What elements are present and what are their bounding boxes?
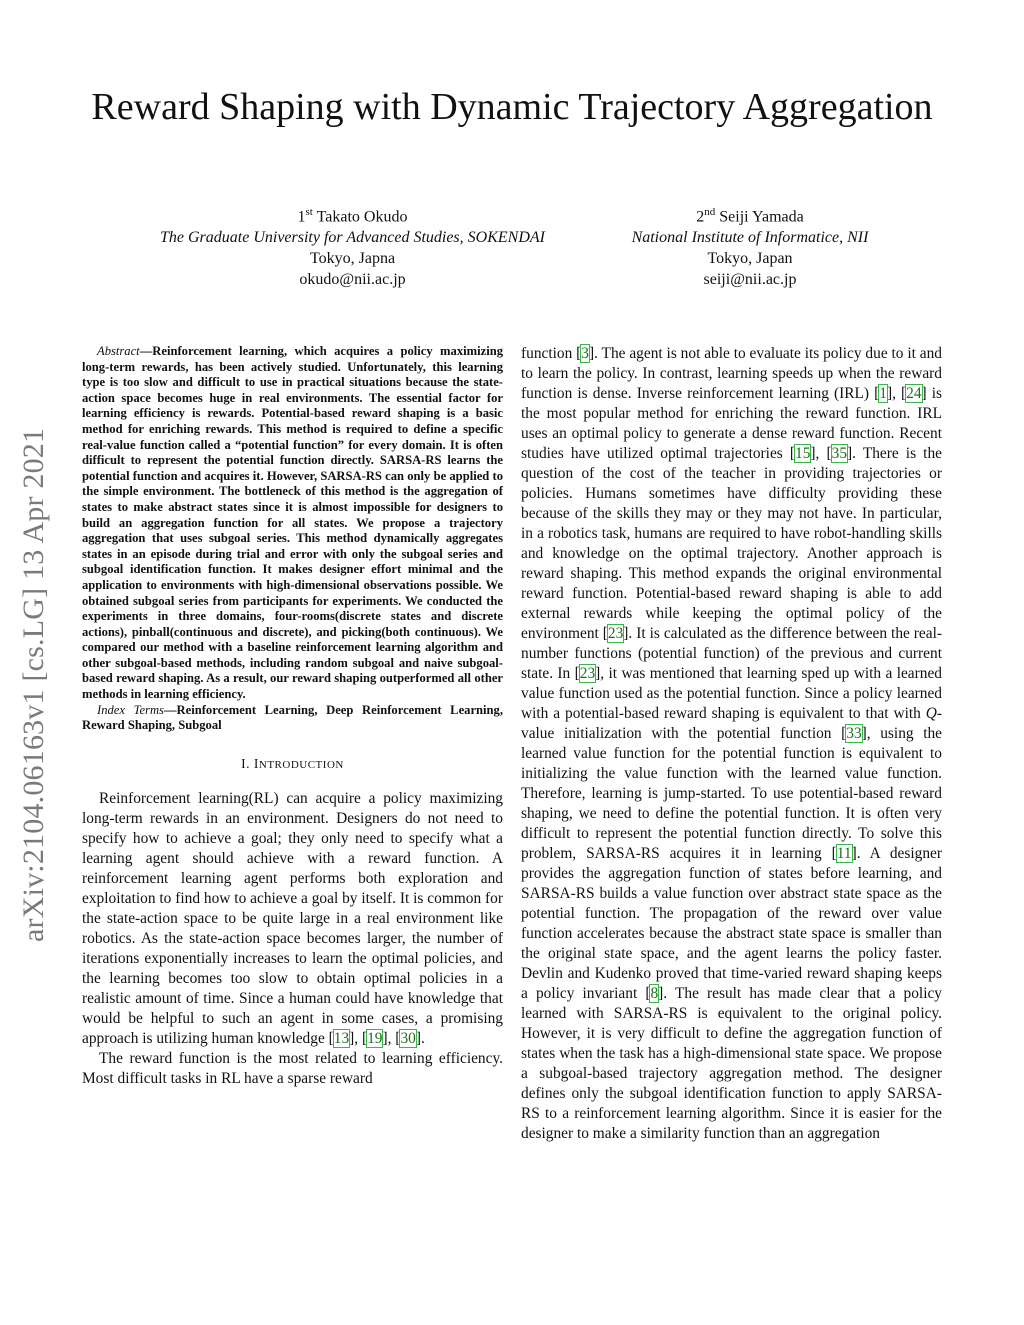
citation-link[interactable]: 33 (846, 725, 862, 742)
arxiv-identifier: arXiv:2104.06163v1 [cs.LG] 13 Apr 2021 (17, 427, 50, 942)
author-name: 2nd Seiji Yamada (696, 206, 804, 226)
author-email: seiji@nii.ac.jp (703, 271, 797, 289)
math-symbol-q: Q (925, 705, 937, 722)
citation-link[interactable]: 19 (367, 1029, 383, 1047)
index-terms-lead: Index Terms (97, 702, 164, 717)
abstract-text: —Reinforcement learning, which acquires a policy maximizing long-term rewards, has been actively studied. Unfortunately, this learning type is too slow and difficult to use in practical situations because the state-action space becomes huge in real environments. The essential factor for learning efficiency is rewards. Potential-based reward shaping is a basic method for enriching rewards. This method is required to define a specific real-value function called a “potential function” for every domain. It is often difficult to represent the potential function directly. SARSA-RS learns the potential function and acquires it. However, SARSA-RS can only be applied to the simple environment. The bottleneck of this method is the aggregation of states to make abstract states since it is almost impossible for designers to build an aggregation function for all states. We propose a trajectory aggregation that uses subgoal series. This method dynamically aggregates states in an episode during trial and error with only the subgoal series and subgoal identification function. It makes designer effort minimal and the application to environments with high-dimensional observations possible. We obtained subgoal series from participants for experiments. We conducted the experiments in three domains, four-rooms(discrete states and discrete actions), pinball(continuous and discrete), and picking(both continuous). We compared our method with a baseline reinforcement learning algorithm and other subgoal-based methods, including random subgoal and naive subgoal-based reward shaping. As a result, our reward shaping outperformed all other methods in learning efficiency. (82, 344, 503, 702)
author-affiliation: The Graduate University for Advanced Studies, SOKENDAI (160, 229, 545, 247)
citation-link[interactable]: 15 (795, 445, 811, 462)
citation-link[interactable]: 35 (831, 445, 848, 462)
intro-paragraph-2: The reward function is the most related to learning efficiency. Most difficult tasks in RL have a sparse reward (82, 1049, 503, 1087)
citation-link[interactable]: 3 (581, 345, 589, 362)
section-heading-introduction: I. INTRODUCTION (241, 755, 344, 771)
intro-paragraph-2-continued: function [3]. The agent is not able to evaluate its policy due to it and to learn the policy. In contrast, learning speeds up when the reward function is dense. Inverse reinforcement learning (IRL) [1], [24] is the most popular method for enriching the reward function. IRL uses an optimal policy to generate a dense reward function. Recent studies have utilized optimal trajectories [15], [35]. There is the question of the cost of the teacher in providing trajectories or policies. Humans sometimes have difficulty providing these because of the skills they may or they may not have. In particular, in a robotics task, humans are required to have robot-handling skills and knowledge on the optimal trajectory. Another approach is reward shaping. This method expands the original environmental reward function. Potential-based reward shaping is able to add external rewards while keeping the optimal policy of the environment [23]. It is calculated as the difference between the real-number functions (potential function) of the previous and current state. In [23], it was mentioned that learning sped up with a learned value function used as the potential function. Since a policy learned with a potential-based reward shaping is equivalent to that with Q-value initialization with the potential function [33], using the learned value function for the potential function is equivalent to initializing the value function with the learned value function. Therefore, learning is jump-started. To use potential-based reward shaping, we need to define the potential function. It is often very difficult to represent the potential function directly. To solve this problem, SARSA-RS acquires it in learning [11]. A designer provides the aggregation function of states before learning, and SARSA-RS builds a value function over abstract state space as the potential function. The propagation of the reward over value function accelerates because the abstract state space is smaller than the original state space, and the agent learns the policy faster. Devlin and Kudenko proved that time-varied reward shaping keeps a policy invariant [8]. The result has made clear that a policy learned with SARSA-RS is equivalent to the original policy. However, it is very difficult to define the aggregation function of states when the task has a high-dimensional state space. We propose a subgoal-based trajectory aggregation method. The designer defines only the subgoal identification function to apply SARSA-RS to a reinforcement learning algorithm. Since it is easier for the designer to make a similarity function than an aggregation (521, 345, 942, 1142)
citation-link[interactable]: 8 (650, 985, 659, 1002)
author-location: Tokyo, Japna (309, 250, 396, 268)
citation-link[interactable]: 23 (607, 625, 624, 642)
citation-link[interactable]: 23 (579, 665, 596, 682)
author-email: okudo@nii.ac.jp (299, 271, 406, 289)
author-name: 1st Takato Okudo (297, 206, 408, 226)
left-column (82, 344, 503, 1089)
abstract (82, 344, 503, 703)
author-block-2 (600, 202, 900, 290)
index-terms-text: —Reinforcement Learning, Deep Reinforcement Learning, Reward Shaping, Subgoal (82, 702, 503, 733)
index-terms (82, 703, 503, 734)
abstract-lead: Abstract (97, 344, 140, 358)
citation-link[interactable]: 30 (400, 1029, 416, 1047)
author-block-1 (140, 202, 565, 290)
intro-paragraph-1: Reinforcement learning(RL) can acquire a policy maximizing long-term rewards in an environment. Designers do not need to specify how to achieve a goal; they only need to specify what a learning agent should achieve with a reward function. A reinforcement learning agent performs both exploration and exploitation to find how to achieve a goal by itself. It is common for the state-action space to be quite large in a real environment like robotics. As the state-action space becomes larger, the number of iterations exponentially increases to learn the optimal policies, and the learning becomes too slow to obtain optimal policies in a realistic amount of time. Since a human could have knowledge that would be helpful to such an agent in some cases, a promising approach is utilizing human knowledge [13], [19], [30]. (82, 789, 503, 1047)
paper-title: Reward Shaping with Dynamic Trajectory Aggregation (91, 86, 933, 128)
citation-link[interactable]: 11 (836, 845, 852, 862)
author-location: Tokyo, Japan (707, 250, 793, 268)
author-affiliation: National Institute of Informatice, NII (631, 229, 869, 247)
citation-link[interactable]: 24 (906, 385, 922, 402)
citation-link[interactable]: 13 (333, 1029, 350, 1047)
right-column (521, 344, 942, 1144)
citation-link[interactable]: 1 (879, 385, 887, 402)
